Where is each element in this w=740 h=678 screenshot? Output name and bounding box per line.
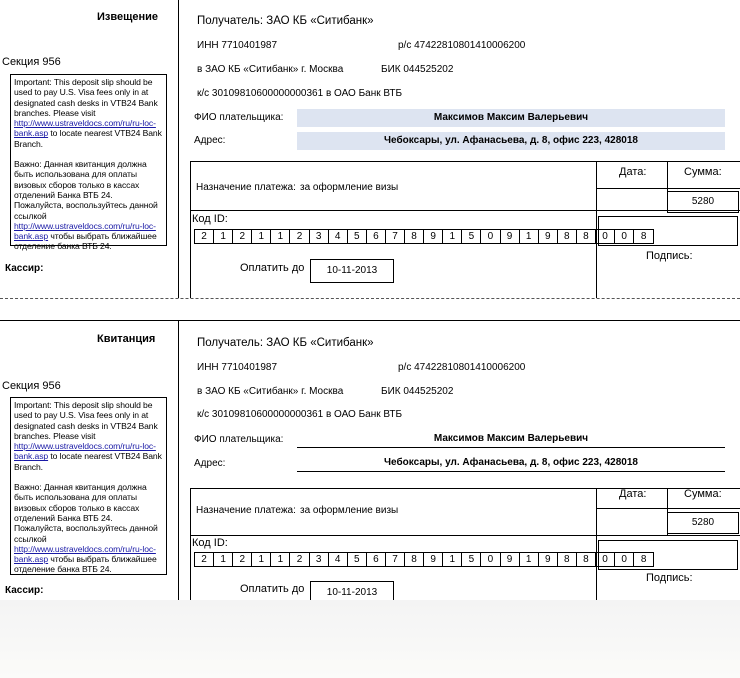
code-digit: 1 bbox=[443, 553, 462, 566]
corr-account: к/с 30109810600000000361 в ОАО Банк ВТБ bbox=[197, 88, 403, 99]
payer-label: ФИО плательщика: bbox=[194, 434, 284, 445]
code-digit: 5 bbox=[348, 230, 367, 243]
code-digit: 1 bbox=[520, 553, 539, 566]
code-digit: 1 bbox=[214, 230, 233, 243]
purpose-bottom-border bbox=[190, 535, 596, 536]
slip-receipt bbox=[0, 320, 740, 620]
bik-value: БИК 044525202 bbox=[381, 386, 454, 397]
bik-value: БИК 044525202 bbox=[381, 64, 454, 75]
left-column-divider bbox=[178, 0, 179, 298]
left-column-divider bbox=[178, 320, 179, 600]
code-digit: 8 bbox=[640, 231, 647, 242]
cashier-label: Кассир: bbox=[5, 263, 44, 274]
address-label: Адрес: bbox=[194, 135, 226, 146]
date-label: Дата: bbox=[619, 166, 647, 178]
sum-field: 5280 bbox=[667, 191, 739, 213]
code-digit: 0 bbox=[596, 230, 615, 243]
code-digit: 9 bbox=[424, 230, 443, 243]
code-digit: 7 bbox=[386, 553, 405, 566]
pay-by-label: Оплатить до bbox=[240, 262, 305, 274]
code-digit: 0 bbox=[615, 230, 634, 243]
notice-ru-link[interactable]: http://www.ustraveldocs.com/ru/ru-loc-bank.asp bbox=[14, 220, 156, 242]
code-digit: 8 bbox=[558, 230, 577, 243]
code-digit: 9 bbox=[424, 553, 443, 566]
code-digit: 1 bbox=[214, 553, 233, 566]
signature-label: Подпись: bbox=[646, 250, 693, 262]
purpose-value: за оформление визы bbox=[300, 505, 399, 516]
code-digit: 2 bbox=[195, 230, 214, 243]
code-label: Код ID: bbox=[192, 213, 228, 225]
notice-ru-link[interactable]: http://www.ustraveldocs.com/ru/ru-loc-bank.asp bbox=[14, 543, 156, 565]
form-top-border bbox=[190, 161, 740, 162]
address-field: Чебоксары, ул. Афанасьева, д. 8, офис 223, 428018 bbox=[297, 454, 725, 472]
code-digit: 9 bbox=[539, 553, 558, 566]
address-label: Адрес: bbox=[194, 458, 226, 469]
notice-box bbox=[10, 74, 167, 252]
sum-label: Сумма: bbox=[684, 166, 722, 178]
code-digit: 8 bbox=[640, 554, 647, 565]
slip-title: Квитанция bbox=[97, 333, 156, 345]
corr-account: к/с 30109810600000000361 в ОАО Банк ВТБ bbox=[197, 409, 403, 420]
notice-ru-tail: чтобы выбрать ближайшее отделение банка ВТБ 24. bbox=[14, 554, 157, 575]
slip-notice bbox=[0, 0, 740, 300]
code-digit: 5 bbox=[462, 553, 481, 566]
date-label: Дата: bbox=[619, 488, 647, 500]
purpose-label: Назначение платежа: bbox=[196, 505, 296, 516]
recipient-line: Получатель: ЗАО КБ «Ситибанк» bbox=[197, 337, 374, 349]
notice-ru-text: Важно: Данная квитанция должна быть использована для оплаты визовых сборов только в кассах отделений Банка ВТБ 24. Пожалуйста, воспользуйтесь данной ссылкой bbox=[14, 159, 158, 221]
code-digit: 1 bbox=[443, 230, 462, 243]
date-header-border bbox=[596, 508, 740, 509]
notice-ru-text: Важно: Данная квитанция должна быть использована для оплаты визовых сборов только в кассах отделений Банка ВТБ 24. Пожалуйста, воспользуйтесь данной ссылкой bbox=[14, 482, 158, 544]
sum-label: Сумма: bbox=[684, 488, 722, 500]
notice-en-tail: to locate nearest VTB24 Bank Branch. bbox=[14, 128, 162, 149]
code-digit: 3 bbox=[310, 230, 329, 243]
code-digit: 2 bbox=[195, 553, 214, 566]
section-label: Секция 956 bbox=[2, 56, 61, 68]
code-id-row bbox=[194, 229, 654, 244]
code-digit: 1 bbox=[252, 553, 271, 566]
inn-value: ИНН 7710401987 bbox=[197, 40, 278, 51]
date-bottom-border bbox=[596, 535, 740, 536]
pay-by-label: Оплатить до bbox=[240, 583, 305, 595]
notice-en-link[interactable]: http://www.ustraveldocs.com/ru/ru-loc-bank.asp bbox=[14, 441, 156, 462]
code-digit: 4 bbox=[329, 553, 348, 566]
code-digit: 6 bbox=[367, 553, 386, 566]
code-digit: 1 bbox=[271, 230, 290, 243]
address-field: Чебоксары, ул. Афанасьева, д. 8, офис 223, 428018 bbox=[297, 132, 725, 150]
pay-by-date: 10-11-2013 bbox=[310, 581, 394, 605]
code-digit: 7 bbox=[386, 230, 405, 243]
account-value: р/с 47422810801410006200 bbox=[398, 362, 526, 373]
purpose-label: Назначение платежа: bbox=[196, 182, 296, 193]
code-digit: 1 bbox=[252, 230, 271, 243]
code-digit: 1 bbox=[271, 553, 290, 566]
code-digit: 0 bbox=[615, 553, 634, 566]
code-digit: 4 bbox=[329, 230, 348, 243]
cashier-label: Кассир: bbox=[5, 585, 44, 596]
code-digit: 9 bbox=[501, 553, 520, 566]
signature-label: Подпись: bbox=[646, 572, 693, 584]
code-digit: 6 bbox=[367, 230, 386, 243]
bank-line: в ЗАО КБ «Ситибанк» г. Москва bbox=[197, 64, 344, 75]
code-digit: 8 bbox=[577, 230, 596, 243]
code-digit: 9 bbox=[539, 230, 558, 243]
notice-ru-tail: чтобы выбрать ближайшее отделение банка ВТБ 24. bbox=[14, 231, 157, 252]
notice-en-text: Important: This deposit slip should be used to pay U.S. Visa fees only in at designated cash desks in VTB24 Bank branches. Please visit bbox=[14, 77, 158, 118]
code-digit: 8 bbox=[405, 230, 424, 243]
bank-line: в ЗАО КБ «Ситибанк» г. Москва bbox=[197, 386, 344, 397]
code-digit: 9 bbox=[501, 230, 520, 243]
code-digit: 2 bbox=[290, 230, 309, 243]
page-bottom-background bbox=[0, 600, 740, 678]
code-digit: 0 bbox=[481, 553, 500, 566]
code-digit: 2 bbox=[233, 230, 252, 243]
date-header-border bbox=[596, 188, 740, 189]
notice-en-tail: to locate nearest VTB24 Bank Branch. bbox=[14, 451, 162, 472]
recipient-line: Получатель: ЗАО КБ «Ситибанк» bbox=[197, 15, 374, 27]
right-panel-border bbox=[596, 488, 597, 600]
code-id-row bbox=[194, 552, 654, 567]
section-label: Секция 956 bbox=[2, 380, 61, 392]
code-digit: 5 bbox=[348, 553, 367, 566]
payer-name-field: Максимов Максим Валерьевич bbox=[297, 109, 725, 127]
payer-label: ФИО плательщика: bbox=[194, 112, 284, 123]
code-digit: 5 bbox=[462, 230, 481, 243]
notice-box bbox=[10, 397, 167, 575]
cut-line bbox=[0, 298, 740, 299]
purpose-value: за оформление визы bbox=[300, 182, 399, 193]
code-digit: 2 bbox=[233, 553, 252, 566]
code-digit: 0 bbox=[596, 553, 615, 566]
purpose-bottom-border bbox=[190, 210, 596, 211]
code-digit: 8 bbox=[577, 553, 596, 566]
code-digit: 0 bbox=[481, 230, 500, 243]
account-value: р/с 47422810801410006200 bbox=[398, 40, 526, 51]
form-left-border bbox=[190, 488, 191, 600]
code-digit: 3 bbox=[310, 553, 329, 566]
slip-top-border bbox=[0, 320, 740, 321]
sum-field: 5280 bbox=[667, 512, 739, 534]
form-left-border bbox=[190, 161, 191, 298]
form-top-border bbox=[190, 488, 740, 489]
code-digit: 2 bbox=[290, 553, 309, 566]
pay-by-date: 10-11-2013 bbox=[310, 259, 394, 283]
code-label: Код ID: bbox=[192, 537, 228, 549]
inn-value: ИНН 7710401987 bbox=[197, 362, 278, 373]
code-digit: 1 bbox=[520, 230, 539, 243]
notice-en-text: Important: This deposit slip should be used to pay U.S. Visa fees only in at designated cash desks in VTB24 Bank branches. Please visit bbox=[14, 400, 158, 441]
payer-name-field: Максимов Максим Валерьевич bbox=[297, 430, 725, 448]
code-digit: 8 bbox=[558, 553, 577, 566]
slip-title: Извещение bbox=[97, 11, 159, 23]
code-digit: 8 bbox=[405, 553, 424, 566]
notice-en-link[interactable]: http://www.ustraveldocs.com/ru/ru-loc-bank.asp bbox=[14, 118, 156, 139]
